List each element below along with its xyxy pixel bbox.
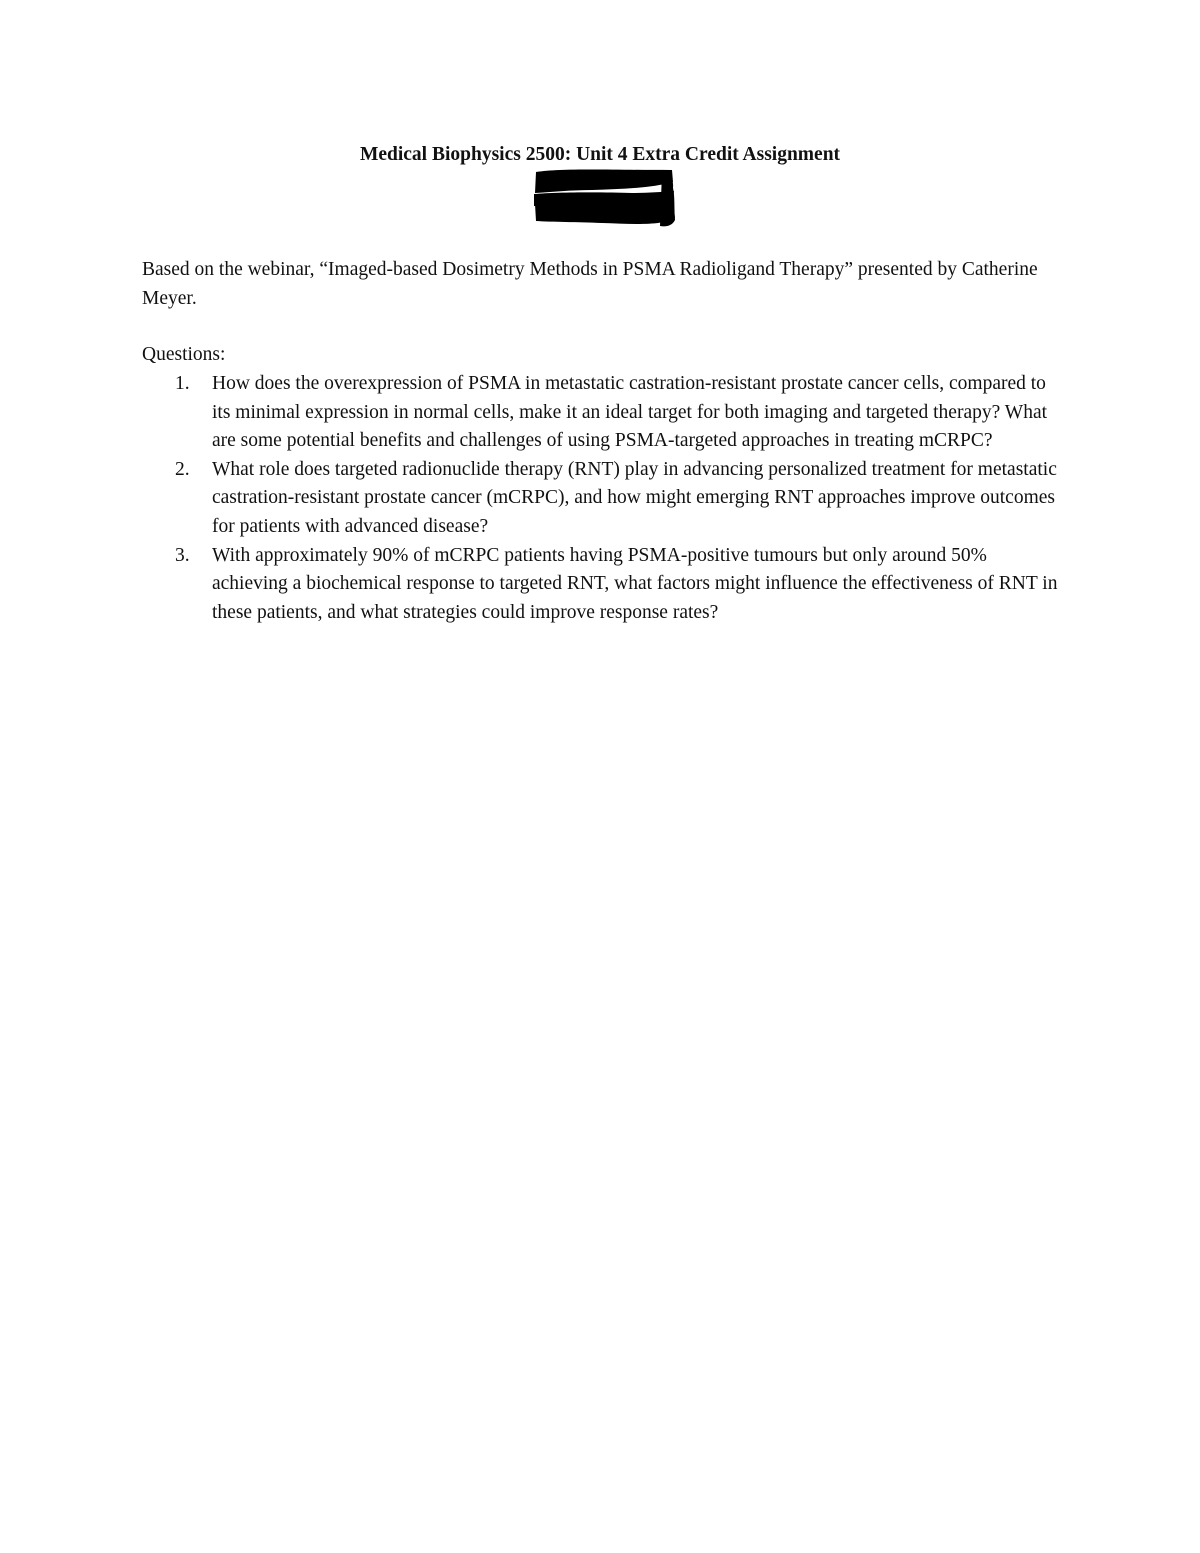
questions-heading: Questions: [142,344,226,365]
question-number: 2. [175,458,190,480]
question-text: With approximately 90% of mCRPC patients having PSMA-positive tumours but only around 50% achieving a biochemical response to targeted RNT, what factors might influence the effectiveness of RNT in these patients, and what strategies could improve response rates? [212,544,1058,623]
question-text: How does the overexpression of PSMA in metastatic castration-resistant prostate cancer cells, compared to its minimal expression in normal cells, make it an ideal target for both imaging and targeted therapy? What are some potential benefits and challenges of using PSMA-targeted approaches in treating mCRPC? [212,373,1048,452]
redaction-mark [532,168,676,230]
question-item [142,456,1062,542]
question-number: 1. [175,373,190,394]
question-item [142,542,1062,628]
question-number: 3. [175,544,190,566]
document-title: Medical Biophysics 2500: Unit 4 Extra Credit Assignment [359,144,841,165]
question-text: What role does targeted radionuclide therapy (RNT) play in advancing personalized treatment for metastatic castration-resistant prostate cancer (mCRPC), and how might emerging RNT approaches improve outcomes for patients with advanced disease? [212,458,1057,537]
question-list [142,370,1062,627]
question-item [142,370,1062,456]
intro-paragraph: Based on the webinar, “Imaged-based Dosimetry Methods in PSMA Radioligand Therapy” presented by Catherine Meyer. [142,259,1038,309]
